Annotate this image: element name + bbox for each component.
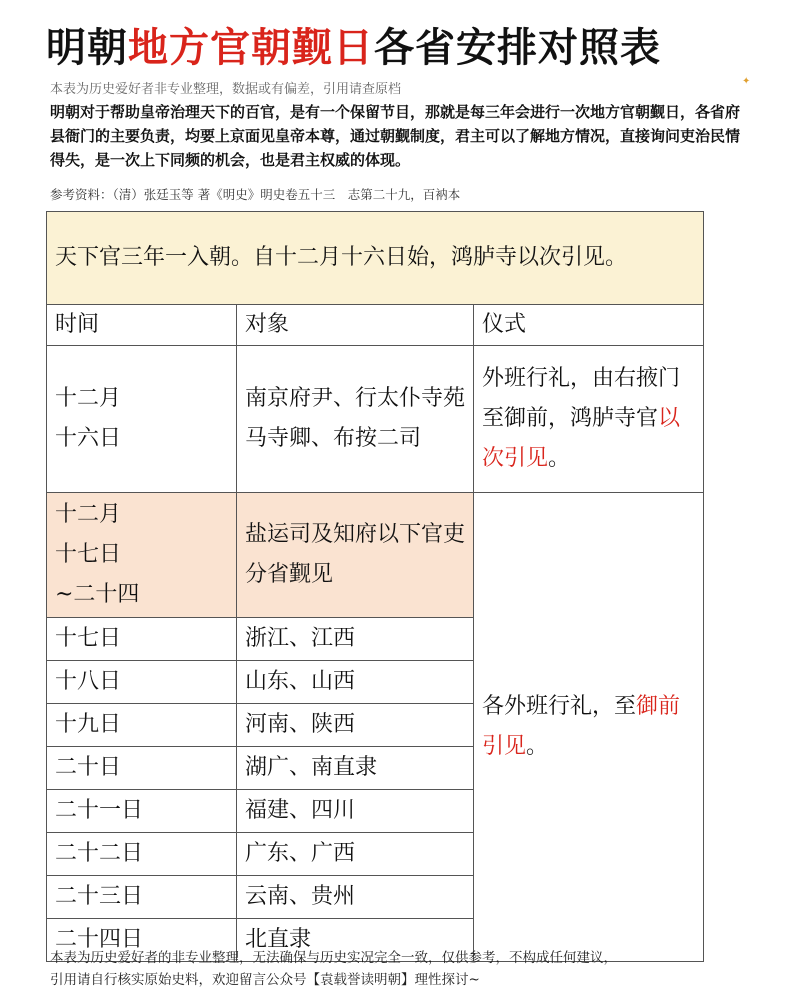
footer-disclaimer [50, 947, 760, 991]
schedule-provinces: 湖广、南直隶 [237, 747, 474, 790]
reference-line: 参考资料：（清）张廷玉等 著《明史》明史卷五十三 志第二十九，百衲本 [50, 187, 461, 202]
header-row [47, 305, 704, 346]
table-row [47, 346, 704, 493]
header-time: 时间 [47, 305, 237, 346]
schedule-provinces: 广东、广西 [237, 833, 474, 876]
table-banner: 天下官三年一入朝。自十二月十六日始，鸿胪寺以次引见。 [47, 212, 704, 305]
schedule-day: 二十一日 [47, 790, 237, 833]
row2-ceremony [474, 493, 704, 962]
schedule-day: 二十日 [47, 747, 237, 790]
ceremony-text: 各外班行礼，至 [482, 694, 637, 719]
schedule-table [46, 211, 704, 962]
row2-time-line: 十二月 [55, 502, 122, 527]
title-part1: 明朝 [46, 25, 128, 71]
sparkle-icon: ✦ [742, 76, 751, 87]
schedule-provinces: 北直隶 [237, 919, 474, 962]
ceremony-highlight: 以次引见 [482, 406, 681, 471]
title-part3: 各省安排对照表 [374, 25, 661, 71]
ceremony-highlight: 御前引见 [482, 694, 681, 759]
page-title [46, 16, 661, 73]
footer-line: 本表为历史爱好者的非专业整理，无法确保与历史实况完全一致，仅供参考，不构成任何建议， [50, 950, 617, 966]
title-highlight: 地方官朝觐日 [128, 25, 374, 71]
header-ceremony: 仪式 [474, 305, 704, 346]
schedule-day: 十七日 [47, 618, 237, 661]
schedule-provinces: 山东、山西 [237, 661, 474, 704]
schedule-provinces: 福建、四川 [237, 790, 474, 833]
schedule-day: 十九日 [47, 704, 237, 747]
schedule-provinces: 云南、贵州 [237, 876, 474, 919]
disclaimer-subtitle: 本表为历史爱好者非专业整理，数据或有偏差，引用请查原档 [50, 82, 402, 97]
schedule-day: 二十四日 [47, 919, 237, 962]
ceremony-text: 外班行礼，由右掖门至御前，鸿胪寺官 [482, 366, 681, 431]
schedule-provinces: 河南、陕西 [237, 704, 474, 747]
row1-time-line: 十六日 [55, 426, 122, 451]
row2-time [47, 493, 237, 618]
row1-time [47, 346, 237, 493]
intro-paragraph: 明朝对于帮助皇帝治理天下的百官，是有一个保留节目，那就是每三年会进行一次地方官朝觐日，各省府县衙门的主要负责，均要上京面见皇帝本尊，通过朝觐制度，君主可以了解地方情况，直接询问吏治民情得失，是一次上下同频的机会，也是君主权威的体现。 [50, 103, 741, 169]
row1-time-line: 十二月 [55, 386, 122, 411]
table-row [47, 493, 704, 618]
row2-target: 盐运司及知府以下官吏分省觐见 [237, 493, 474, 618]
footer-line: 引用请自行核实原始史料，欢迎留言公众号【袁载誉读明朝】理性探讨~ [50, 972, 480, 988]
row1-ceremony [474, 346, 704, 493]
schedule-day: 二十二日 [47, 833, 237, 876]
row2-time-line: 十七日 [55, 542, 122, 567]
header-target: 对象 [237, 305, 474, 346]
schedule-day: 十八日 [47, 661, 237, 704]
ceremony-end: 。 [526, 734, 549, 759]
ceremony-end: 。 [548, 446, 571, 471]
schedule-provinces: 浙江、江西 [237, 618, 474, 661]
row1-target: 南京府尹、行太仆寺苑马寺卿、布按二司 [237, 346, 474, 493]
row2-time-line: ~二十四 [55, 582, 140, 607]
schedule-day: 二十三日 [47, 876, 237, 919]
